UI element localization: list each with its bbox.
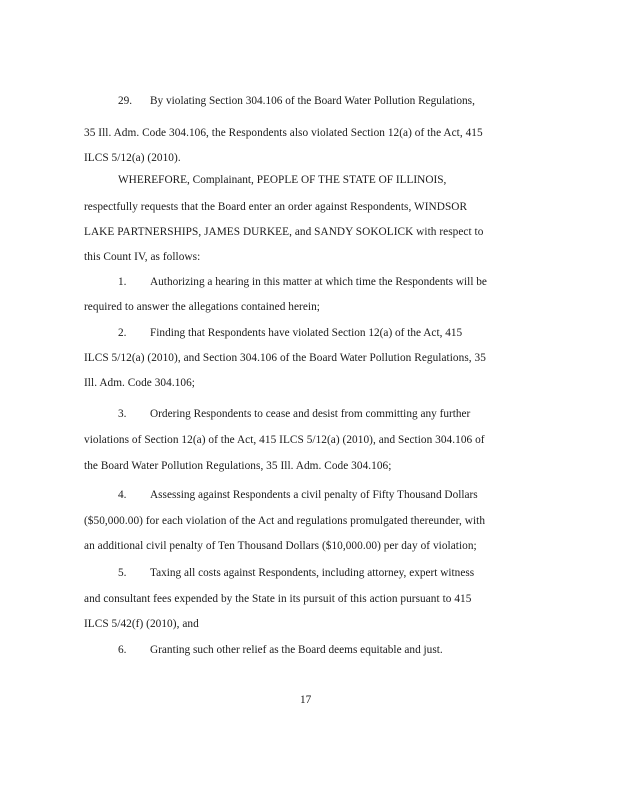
item-text: the Board Water Pollution Regulations, 35 Ill. Adm. Code 304.106;	[84, 460, 392, 472]
item-number: 6.	[118, 644, 127, 656]
paragraph-number: 29.	[118, 95, 133, 107]
item-number: 4.	[118, 489, 127, 501]
wherefore-text: respectfully requests that the Board enter an order against Respondents, WINDSOR	[84, 201, 468, 213]
paragraph-text: By violating Section 304.106 of the Board Water Pollution Regulations,	[150, 95, 475, 107]
item-text: Taxing all costs against Respondents, including attorney, expert witness	[150, 567, 475, 579]
item-text: and consultant fees expended by the State in its pursuit of this action pursuant to 415	[84, 593, 472, 605]
wherefore-text: WHEREFORE, Complainant, PEOPLE OF THE STATE OF ILLINOIS,	[118, 174, 447, 186]
item-text: Granting such other relief as the Board deems equitable and just.	[150, 644, 443, 656]
wherefore-text: LAKE PARTNERSHIPS, JAMES DURKEE, and SANDY SOKOLICK with respect to	[84, 226, 484, 238]
page-number: 17	[300, 694, 312, 706]
item-number: 3.	[118, 408, 127, 420]
item-text: Ill. Adm. Code 304.106;	[84, 377, 195, 389]
item-number: 5.	[118, 567, 127, 579]
item-text: required to answer the allegations contained herein;	[84, 301, 320, 313]
wherefore-text: this Count IV, as follows:	[84, 251, 201, 263]
item-text: ILCS 5/42(f) (2010), and	[84, 618, 199, 630]
paragraph-text: 35 Ill. Adm. Code 304.106, the Respondents also violated Section 12(a) of the Act, 415	[84, 127, 483, 139]
paragraph-text: ILCS 5/12(a) (2010).	[84, 152, 181, 164]
item-text: ($50,000.00) for each violation of the Act and regulations promulgated thereunder, with	[84, 515, 486, 527]
item-text: violations of Section 12(a) of the Act, 415 ILCS 5/12(a) (2010), and Section 304.106 of	[84, 434, 485, 446]
item-text: Finding that Respondents have violated Section 12(a) of the Act, 415	[150, 327, 463, 339]
item-text: an additional civil penalty of Ten Thousand Dollars ($10,000.00) per day of violation;	[84, 540, 477, 552]
item-text: Authorizing a hearing in this matter at which time the Respondents will be	[150, 276, 487, 288]
item-number: 2.	[118, 327, 127, 339]
item-text: Ordering Respondents to cease and desist from committing any further	[150, 408, 471, 420]
item-text: Assessing against Respondents a civil penalty of Fifty Thousand Dollars	[150, 489, 478, 501]
item-text: ILCS 5/12(a) (2010), and Section 304.106 of the Board Water Pollution Regulations, 35	[84, 352, 486, 364]
item-number: 1.	[118, 276, 127, 288]
